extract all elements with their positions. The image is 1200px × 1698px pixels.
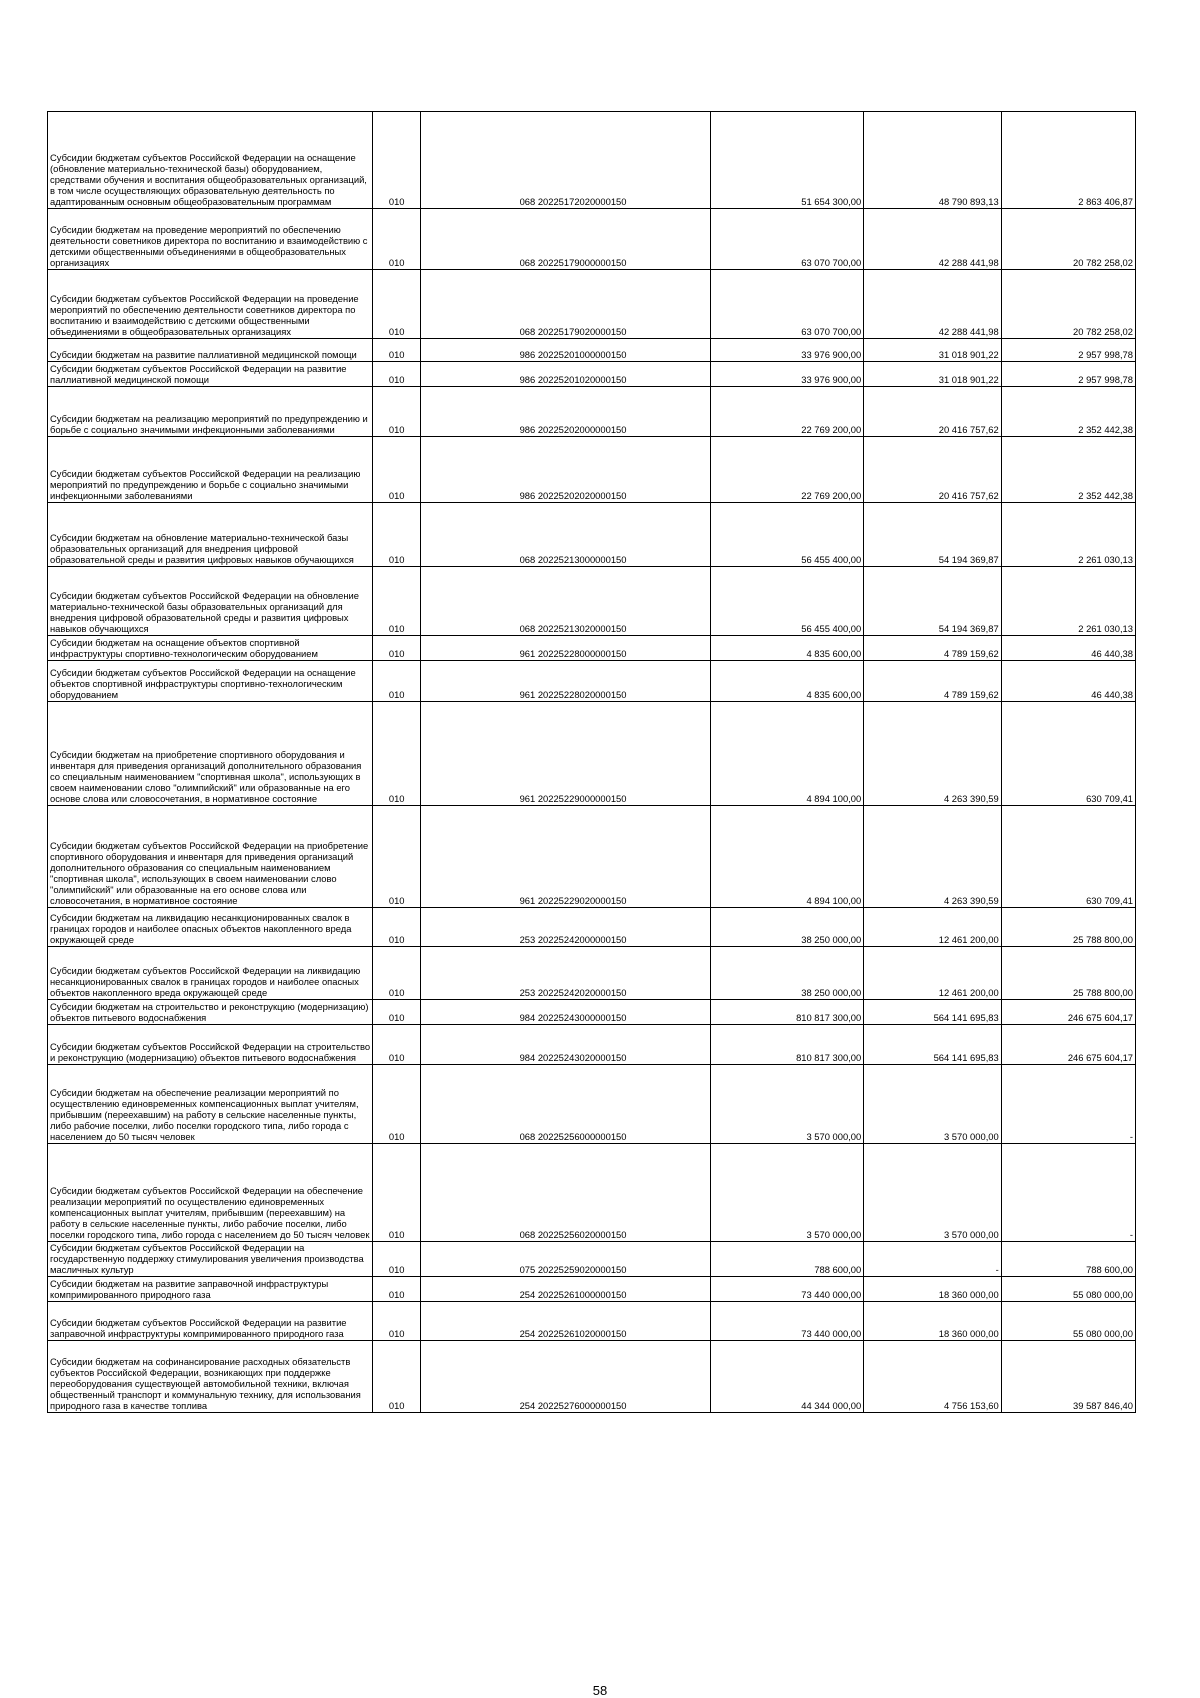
- row-line-code-cell: 010: [373, 387, 421, 437]
- page-number: 58: [592, 1683, 608, 1698]
- row-line-code-cell: 010: [373, 1144, 421, 1242]
- row-remaining-amount-cell: 246 675 604,17: [1001, 1000, 1135, 1025]
- row-name-cell: Субсидии бюджетам на реализацию мероприятий по предупреждению и борьбе с социально значимыми инфекционными заболеваниями: [48, 387, 373, 437]
- row-approved-amount-cell: 63 070 700,00: [711, 270, 864, 339]
- row-executed-amount-cell: 42 288 441,98: [864, 270, 1002, 339]
- row-approved-amount-cell: 810 817 300,00: [711, 1000, 864, 1025]
- table-row: [48, 806, 1136, 908]
- row-budget-code-cell: 068 20225179020000150: [421, 270, 711, 339]
- row-executed-amount-cell: 54 194 369,87: [864, 503, 1002, 567]
- row-line-code-cell: 010: [373, 362, 421, 387]
- row-budget-code-cell: 961 20225229000000150: [421, 702, 711, 806]
- row-approved-amount-cell: 4 894 100,00: [711, 702, 864, 806]
- row-approved-amount-cell: 51 654 300,00: [711, 112, 864, 209]
- row-executed-amount-cell: 4 789 159,62: [864, 636, 1002, 661]
- row-line-code-cell: 010: [373, 437, 421, 503]
- row-line-code-cell: 010: [373, 1025, 421, 1065]
- row-name-cell: Субсидии бюджетам на обеспечение реализации мероприятий по осуществлению единовременных компенсационных выплат учителям, прибывшим (переехавшим) на работу в сельские населенные пункты, либо рабочие поселки, либо поселки городского типа, либо города с населением до 50 тысяч человек: [48, 1065, 373, 1144]
- row-name-cell: Субсидии бюджетам субъектов Российской Федерации на обновление материально-технической базы образовательных организаций для внедрения цифровой образовательной среды и развития цифровых навыков обучающихся: [48, 567, 373, 636]
- table-row: [48, 908, 1136, 947]
- row-executed-amount-cell: 20 416 757,62: [864, 387, 1002, 437]
- row-executed-amount-cell: 3 570 000,00: [864, 1144, 1002, 1242]
- row-line-code-cell: 010: [373, 636, 421, 661]
- row-approved-amount-cell: 56 455 400,00: [711, 567, 864, 636]
- table-row: [48, 387, 1136, 437]
- row-approved-amount-cell: 22 769 200,00: [711, 437, 864, 503]
- row-line-code-cell: 010: [373, 1302, 421, 1341]
- row-executed-amount-cell: 4 263 390,59: [864, 702, 1002, 806]
- row-name-cell: Субсидии бюджетам на ликвидацию несанкционированных свалок в границах городов и наиболее опасных объектов накопленного вреда окружающей среде: [48, 908, 373, 947]
- row-name-cell: Субсидии бюджетам на софинансирование расходных обязательств субъектов Российской Федерации, возникающих при поддержке переоборудования существующей автомобильной техники, включая общественный транспорт и коммунальную технику, для использования природного газа в качестве топлива: [48, 1341, 373, 1413]
- row-remaining-amount-cell: 2 352 442,38: [1001, 387, 1135, 437]
- row-name-cell: Субсидии бюджетам на оснащение объектов спортивной инфраструктуры спортивно-технологическим оборудованием: [48, 636, 373, 661]
- row-budget-code-cell: 986 20225201000000150: [421, 339, 711, 362]
- row-approved-amount-cell: 788 600,00: [711, 1242, 864, 1277]
- row-budget-code-cell: 254 20225261020000150: [421, 1302, 711, 1341]
- row-remaining-amount-cell: 46 440,38: [1001, 661, 1135, 702]
- row-name-cell: Субсидии бюджетам субъектов Российской Федерации на проведение мероприятий по обеспечению деятельности советников директора по воспитанию и взаимодействию с детскими общественными объединениями в общеобразовательных организациях: [48, 270, 373, 339]
- row-name-cell: Субсидии бюджетам субъектов Российской Федерации на оснащение объектов спортивной инфраструктуры спортивно-технологическим оборудованием: [48, 661, 373, 702]
- row-executed-amount-cell: 18 360 000,00: [864, 1302, 1002, 1341]
- row-approved-amount-cell: 73 440 000,00: [711, 1277, 864, 1302]
- table-row: [48, 503, 1136, 567]
- table-row: [48, 1144, 1136, 1242]
- row-line-code-cell: 010: [373, 908, 421, 947]
- row-name-cell: Субсидии бюджетам на развитие заправочной инфраструктуры компримированного природного газа: [48, 1277, 373, 1302]
- row-budget-code-cell: 068 20225213000000150: [421, 503, 711, 567]
- row-budget-code-cell: 253 20225242000000150: [421, 908, 711, 947]
- row-line-code-cell: 010: [373, 1277, 421, 1302]
- row-remaining-amount-cell: 2 957 998,78: [1001, 339, 1135, 362]
- row-executed-amount-cell: 12 461 200,00: [864, 908, 1002, 947]
- row-name-cell: Субсидии бюджетам субъектов Российской Федерации на развитие паллиативной медицинской помощи: [48, 362, 373, 387]
- row-name-cell: Субсидии бюджетам субъектов Российской Федерации на реализацию мероприятий по предупреждению и борьбе с социально значимыми инфекционными заболеваниями: [48, 437, 373, 503]
- table-row: [48, 1341, 1136, 1413]
- row-name-cell: Субсидии бюджетам на строительство и реконструкцию (модернизацию) объектов питьевого водоснабжения: [48, 1000, 373, 1025]
- row-executed-amount-cell: 18 360 000,00: [864, 1277, 1002, 1302]
- table-row: [48, 702, 1136, 806]
- table-row: [48, 947, 1136, 1000]
- row-executed-amount-cell: 4 263 390,59: [864, 806, 1002, 908]
- budget-table: [47, 111, 1136, 1413]
- table-row: [48, 1025, 1136, 1065]
- row-executed-amount-cell: -: [864, 1242, 1002, 1277]
- table-row: [48, 636, 1136, 661]
- row-budget-code-cell: 984 20225243020000150: [421, 1025, 711, 1065]
- row-name-cell: Субсидии бюджетам субъектов Российской Федерации на обеспечение реализации мероприятий по осуществлению единовременных компенсационных выплат учителям, прибывшим (переехавшим) на работу в сельские населенные пункты, либо рабочие поселки, либо поселки городского типа, либо города с населением до 50 тысяч человек: [48, 1144, 373, 1242]
- row-executed-amount-cell: 20 416 757,62: [864, 437, 1002, 503]
- row-budget-code-cell: 068 20225256020000150: [421, 1144, 711, 1242]
- row-remaining-amount-cell: 20 782 258,02: [1001, 270, 1135, 339]
- row-name-cell: Субсидии бюджетам субъектов Российской Федерации на развитие заправочной инфраструктуры компримированного природного газа: [48, 1302, 373, 1341]
- row-budget-code-cell: 068 20225179000000150: [421, 209, 711, 270]
- table-row: [48, 112, 1136, 209]
- row-remaining-amount-cell: -: [1001, 1144, 1135, 1242]
- row-approved-amount-cell: 33 976 900,00: [711, 339, 864, 362]
- row-budget-code-cell: 254 20225261000000150: [421, 1277, 711, 1302]
- row-name-cell: Субсидии бюджетам на проведение мероприятий по обеспечению деятельности советников директора по воспитанию и взаимодействию с детскими общественными объединениями в общеобразовательных организациях: [48, 209, 373, 270]
- row-remaining-amount-cell: 55 080 000,00: [1001, 1277, 1135, 1302]
- row-executed-amount-cell: 54 194 369,87: [864, 567, 1002, 636]
- row-remaining-amount-cell: 39 587 846,40: [1001, 1341, 1135, 1413]
- row-remaining-amount-cell: 788 600,00: [1001, 1242, 1135, 1277]
- row-remaining-amount-cell: 630 709,41: [1001, 806, 1135, 908]
- row-name-cell: Субсидии бюджетам на развитие паллиативной медицинской помощи: [48, 339, 373, 362]
- row-approved-amount-cell: 44 344 000,00: [711, 1341, 864, 1413]
- row-executed-amount-cell: 48 790 893,13: [864, 112, 1002, 209]
- row-approved-amount-cell: 810 817 300,00: [711, 1025, 864, 1065]
- table-row: [48, 1302, 1136, 1341]
- table-row: [48, 339, 1136, 362]
- table-row: [48, 1277, 1136, 1302]
- row-executed-amount-cell: 31 018 901,22: [864, 339, 1002, 362]
- row-remaining-amount-cell: 25 788 800,00: [1001, 908, 1135, 947]
- row-line-code-cell: 010: [373, 270, 421, 339]
- row-budget-code-cell: 961 20225228000000150: [421, 636, 711, 661]
- row-executed-amount-cell: 4 756 153,60: [864, 1341, 1002, 1413]
- row-line-code-cell: 010: [373, 1242, 421, 1277]
- row-line-code-cell: 010: [373, 661, 421, 702]
- row-name-cell: Субсидии бюджетам на обновление материально-технической базы образовательных организаций для внедрения цифровой образовательной среды и развития цифровых навыков обучающихся: [48, 503, 373, 567]
- row-name-cell: Субсидии бюджетам субъектов Российской Федерации на государственную поддержку стимулирования увеличения производства масличных культур: [48, 1242, 373, 1277]
- row-remaining-amount-cell: 55 080 000,00: [1001, 1302, 1135, 1341]
- row-name-cell: Субсидии бюджетам на приобретение спортивного оборудования и инвентаря для приведения организаций дополнительного образования со специальным наименованием "спортивная школа", использующих в своем наименовании слово "олимпийский" или образованные на его основе слова или словосочетания, в нормативное состояние: [48, 702, 373, 806]
- table-row: [48, 362, 1136, 387]
- row-budget-code-cell: 068 20225256000000150: [421, 1065, 711, 1144]
- row-budget-code-cell: 986 20225201020000150: [421, 362, 711, 387]
- row-budget-code-cell: 984 20225243000000150: [421, 1000, 711, 1025]
- row-line-code-cell: 010: [373, 1000, 421, 1025]
- row-executed-amount-cell: 564 141 695,83: [864, 1025, 1002, 1065]
- row-executed-amount-cell: 42 288 441,98: [864, 209, 1002, 270]
- row-name-cell: Субсидии бюджетам субъектов Российской Федерации на оснащение (обновление материально-технической базы) оборудованием, средствами обучения и воспитания общеобразовательных организаций, в том числе осуществляющих образовательную деятельность по адаптированным основным общеобразовательным программам: [48, 112, 373, 209]
- row-approved-amount-cell: 3 570 000,00: [711, 1144, 864, 1242]
- row-line-code-cell: 010: [373, 806, 421, 908]
- row-remaining-amount-cell: 2 261 030,13: [1001, 503, 1135, 567]
- row-budget-code-cell: 986 20225202020000150: [421, 437, 711, 503]
- table-row: [48, 661, 1136, 702]
- row-line-code-cell: 010: [373, 112, 421, 209]
- row-remaining-amount-cell: 2 863 406,87: [1001, 112, 1135, 209]
- row-executed-amount-cell: 4 789 159,62: [864, 661, 1002, 702]
- row-budget-code-cell: 068 20225213020000150: [421, 567, 711, 636]
- row-line-code-cell: 010: [373, 947, 421, 1000]
- row-approved-amount-cell: 4 835 600,00: [711, 661, 864, 702]
- table-row: [48, 209, 1136, 270]
- table-row: [48, 270, 1136, 339]
- row-remaining-amount-cell: 25 788 800,00: [1001, 947, 1135, 1000]
- row-approved-amount-cell: 73 440 000,00: [711, 1302, 864, 1341]
- row-remaining-amount-cell: 2 352 442,38: [1001, 437, 1135, 503]
- row-approved-amount-cell: 38 250 000,00: [711, 947, 864, 1000]
- row-approved-amount-cell: 56 455 400,00: [711, 503, 864, 567]
- row-budget-code-cell: 253 20225242020000150: [421, 947, 711, 1000]
- row-executed-amount-cell: 12 461 200,00: [864, 947, 1002, 1000]
- row-name-cell: Субсидии бюджетам субъектов Российской Федерации на ликвидацию несанкционированных свалок в границах городов и наиболее опасных объектов накопленного вреда окружающей среде: [48, 947, 373, 1000]
- row-approved-amount-cell: 38 250 000,00: [711, 908, 864, 947]
- row-line-code-cell: 010: [373, 503, 421, 567]
- row-budget-code-cell: 986 20225202000000150: [421, 387, 711, 437]
- row-executed-amount-cell: 31 018 901,22: [864, 362, 1002, 387]
- table-row: [48, 1242, 1136, 1277]
- table-row: [48, 1000, 1136, 1025]
- row-line-code-cell: 010: [373, 1341, 421, 1413]
- budget-table-body: [48, 112, 1136, 1413]
- row-line-code-cell: 010: [373, 209, 421, 270]
- row-line-code-cell: 010: [373, 567, 421, 636]
- table-row: [48, 437, 1136, 503]
- row-approved-amount-cell: 63 070 700,00: [711, 209, 864, 270]
- row-budget-code-cell: 961 20225229020000150: [421, 806, 711, 908]
- table-row: [48, 1065, 1136, 1144]
- row-budget-code-cell: 961 20225228020000150: [421, 661, 711, 702]
- row-approved-amount-cell: 4 894 100,00: [711, 806, 864, 908]
- row-approved-amount-cell: 4 835 600,00: [711, 636, 864, 661]
- row-executed-amount-cell: 3 570 000,00: [864, 1065, 1002, 1144]
- row-remaining-amount-cell: -: [1001, 1065, 1135, 1144]
- row-name-cell: Субсидии бюджетам субъектов Российской Федерации на приобретение спортивного оборудования и инвентаря для приведения организаций дополнительного образования со специальным наименованием "спортивная школа", использующих в своем наименовании слово "олимпийский" или образованные на его основе слова или словосочетания, в нормативное состояние: [48, 806, 373, 908]
- row-remaining-amount-cell: 2 261 030,13: [1001, 567, 1135, 636]
- row-approved-amount-cell: 3 570 000,00: [711, 1065, 864, 1144]
- row-budget-code-cell: 254 20225276000000150: [421, 1341, 711, 1413]
- row-remaining-amount-cell: 46 440,38: [1001, 636, 1135, 661]
- row-remaining-amount-cell: 246 675 604,17: [1001, 1025, 1135, 1065]
- row-budget-code-cell: 068 20225172020000150: [421, 112, 711, 209]
- row-line-code-cell: 010: [373, 1065, 421, 1144]
- row-remaining-amount-cell: 20 782 258,02: [1001, 209, 1135, 270]
- row-line-code-cell: 010: [373, 339, 421, 362]
- table-row: [48, 567, 1136, 636]
- row-executed-amount-cell: 564 141 695,83: [864, 1000, 1002, 1025]
- row-remaining-amount-cell: 630 709,41: [1001, 702, 1135, 806]
- row-approved-amount-cell: 33 976 900,00: [711, 362, 864, 387]
- row-name-cell: Субсидии бюджетам субъектов Российской Федерации на строительство и реконструкцию (модернизацию) объектов питьевого водоснабжения: [48, 1025, 373, 1065]
- row-remaining-amount-cell: 2 957 998,78: [1001, 362, 1135, 387]
- row-line-code-cell: 010: [373, 702, 421, 806]
- row-budget-code-cell: 075 20225259020000150: [421, 1242, 711, 1277]
- row-approved-amount-cell: 22 769 200,00: [711, 387, 864, 437]
